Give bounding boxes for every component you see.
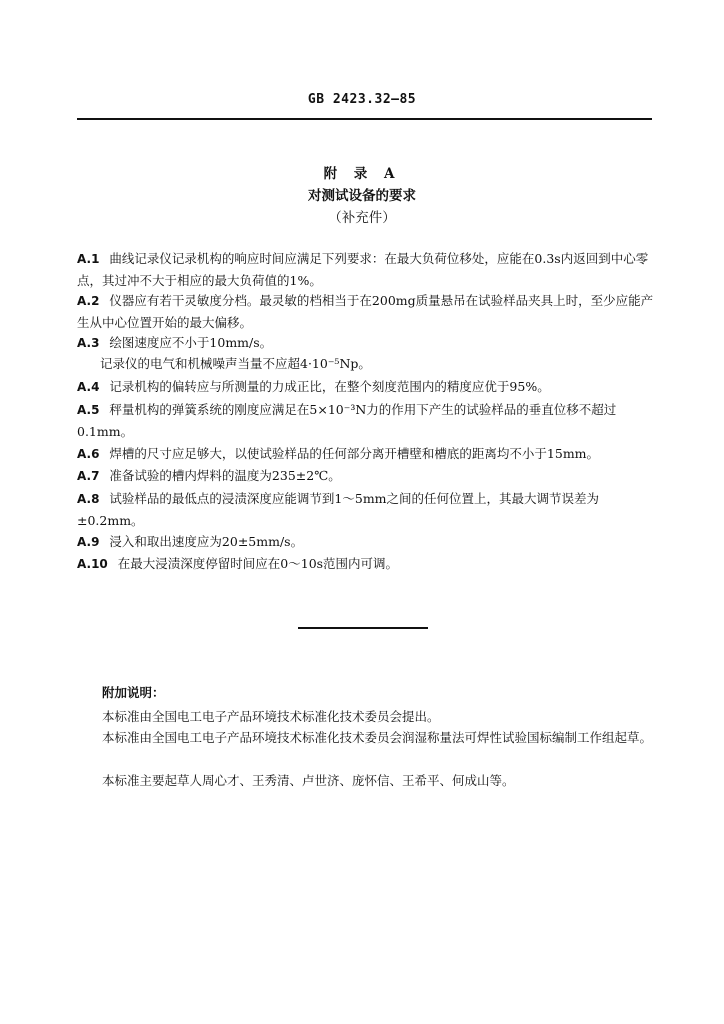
clause-number: A.7 <box>77 469 100 483</box>
appendix-title: 对测试设备的要求 <box>308 188 416 204</box>
clause-a6 <box>77 443 655 465</box>
clause-text: 仪器应有若干灵敏度分档。最灵敏的档相当于在200mg质量悬吊在试验样品夹具上时，至少应能产生从中心位置开始的最大偏移。 <box>77 293 654 330</box>
appendix-subtitle: （补充件） <box>328 210 396 226</box>
clause-a4 <box>77 376 655 398</box>
clause-a3-noise: 记录仪的电气和机械噪声当量不应超4·10⁻⁵Np。 <box>100 356 371 371</box>
clause-text: 秤量机构的弹簧系统的刚度应满足在5×10⁻³N力的作用下产生的试验样品的垂直位移不超过0.1mm。 <box>77 402 617 439</box>
clause-text: 准备试验的槽内焊料的温度为235±2℃。 <box>109 468 341 483</box>
note-drafter: 本标准由全国电工电子产品环境技术标准化技术委员会润湿称量法可焊性试验国标编制工作组起草。 <box>102 730 653 745</box>
clause-a5 <box>77 399 655 442</box>
clause-text: 记录机构的偏转应与所测量的力成正比，在整个刻度范围内的精度应优于95%。 <box>109 379 550 394</box>
clause-number: A.10 <box>77 557 108 571</box>
clause-text: 试验样品的最低点的浸渍深度应能调节到1～5mm之间的任何位置上，其最大调节误差为±0.2mm。 <box>77 491 600 528</box>
note-proposer: 本标准由全国电工电子产品环境技术标准化技术委员会提出。 <box>102 709 440 724</box>
clause-number: A.2 <box>77 294 100 308</box>
clause-text: 曲线记录仪记录机构的响应时间应满足下列要求：在最大负荷位移处，应能在0.3s内返回到中心零点，其过冲不大于相应的最大负荷值的1%。 <box>77 251 649 288</box>
clause-text: 浸入和取出速度应为20±5mm/s。 <box>109 534 304 549</box>
clause-a3 <box>77 332 655 354</box>
appendix-label: 附 录 A <box>323 166 401 182</box>
clause-number: A.4 <box>77 380 100 394</box>
clause-number: A.8 <box>77 492 100 506</box>
clause-number: A.6 <box>77 447 100 461</box>
clause-number: A.3 <box>77 336 100 350</box>
clause-text: 绘图速度应不小于10mm/s。 <box>109 335 273 350</box>
clause-number: A.1 <box>77 252 100 266</box>
clause-number: A.9 <box>77 535 100 549</box>
clause-a8 <box>77 488 655 531</box>
clause-text: 在最大浸渍深度停留时间应在0～10s范围内可调。 <box>117 556 399 571</box>
clause-a7 <box>77 465 655 487</box>
note-authors: 本标准主要起草人周心才、王秀清、卢世济、庞怀信、王希平、何成山等。 <box>102 773 515 788</box>
clause-a1 <box>77 248 655 291</box>
standard-number-header: GB 2423.32—85 <box>307 92 417 107</box>
clause-a10 <box>77 553 655 575</box>
clause-number: A.5 <box>77 403 100 417</box>
clause-a9 <box>77 531 655 553</box>
header-divider <box>77 118 652 120</box>
clause-text: 焊槽的尺寸应足够大，以使试验样品的任何部分离开槽壁和槽底的距离均不小于15mm。 <box>109 446 600 461</box>
end-divider <box>298 627 428 629</box>
clause-a2 <box>77 290 655 333</box>
notes-title: 附加说明： <box>102 685 165 700</box>
